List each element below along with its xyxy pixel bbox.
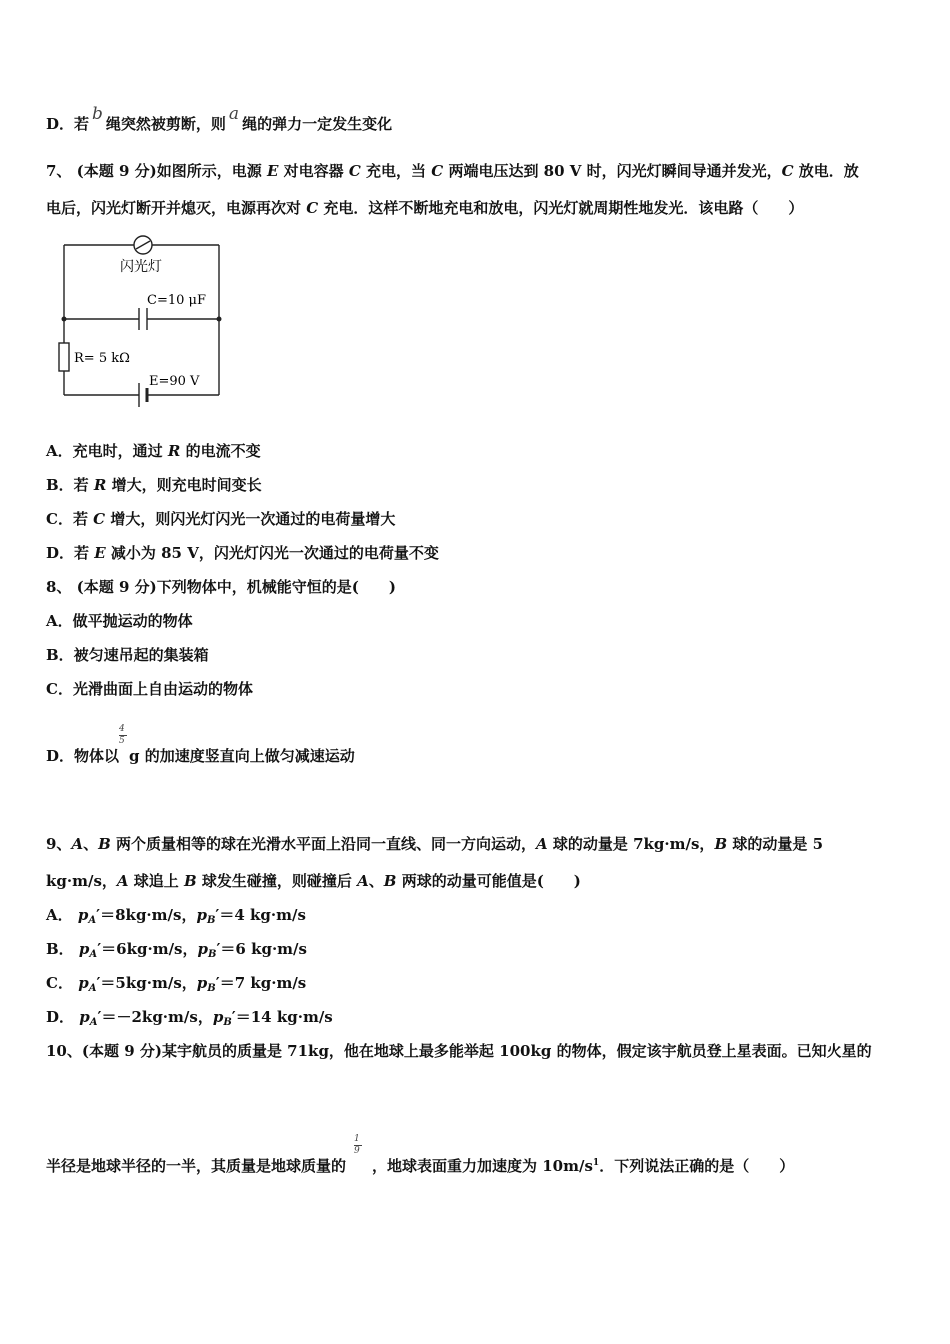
battery-label: E=90 V bbox=[149, 374, 200, 389]
var-b: b bbox=[92, 104, 103, 124]
q7-option-d: D．若 E 减小为 85 V，闪光灯闪光一次通过的电荷量不变 bbox=[46, 544, 439, 562]
lamp-label: 闪光灯 bbox=[120, 259, 162, 275]
q7-stem-line2: 电后，闪光灯断开并熄灭，电源再次对 C 充电．这样不断地充电和放电，闪光灯就周期性地发光．该电路（ ） bbox=[46, 199, 804, 217]
q7-option-a: A．充电时，通过 R 的电流不变 bbox=[46, 442, 261, 460]
q9-option-d: D． $p_A'=-2kg\cdot m/s$，$p_B'=14$ kg·m/s bbox=[46, 1008, 333, 1028]
q7-option-b: B．若 R 增大，则充电时间变长 bbox=[46, 476, 262, 494]
q8-option-d: D．物体以 $\frac{4}{5}$ g 的加速度竖直向上做匀减速运动 bbox=[46, 724, 355, 765]
q8-stem: 8、 (本题 9 分)下列物体中，机械能守恒的是( ) bbox=[46, 578, 396, 596]
q10-stem-line1: 10、(本题 9 分)某宇航员的质量是 71kg，他在地球上最多能举起 100kg 的物体，假定该宇航员登上星表面。已知火星的 bbox=[46, 1042, 872, 1060]
var-a: a bbox=[228, 104, 240, 124]
q8-option-a: A．做平抛运动的物体 bbox=[46, 612, 193, 630]
resistor-icon bbox=[59, 343, 69, 371]
q9-option-c: C． $p_A'=5kg\cdot m/s$，$p_B'=7$ kg·m/s bbox=[46, 974, 307, 994]
fraction-1-9: $\frac{1}{9}$ bbox=[354, 1157, 364, 1177]
q9-option-a: A． $p_A'=8kg\cdot m/s$，$p_B'=4$ kg·m/s bbox=[46, 906, 306, 926]
q9-stem-line1: 9、A、B 两个质量相等的球在光滑水平面上沿同一直线、同一方向运动，A 球的动量是 7kg·m/s，B 球的动量是 5 bbox=[46, 835, 824, 853]
q7-stem-line1: 7、 (本题 9 分)如图所示，电源 E 对电容器 C 充电，当 C 两端电压达到 80 V 时，闪光灯瞬间导通并发光，C 放电．放 bbox=[46, 162, 859, 180]
q6-option-d: D．若 b 绳突然被剪断，则 a 绳的弹力一定发生变化 bbox=[46, 104, 393, 133]
q10-stem-line2: 半径是地球半径的一半，其质量是地球质量的 $\frac{1}{9}$ ，地球表面重力加速度为 $10m/s^1$．下列说法正确的是（ ） bbox=[46, 1134, 795, 1175]
capacitor-label: C=10 μF bbox=[147, 293, 206, 308]
q9-option-b: B． $p_A'=6kg\cdot m/s$，$p_B'=6$ kg·m/s bbox=[46, 940, 307, 960]
q8-option-c: C．光滑曲面上自由运动的物体 bbox=[46, 680, 253, 698]
q7-option-c: C．若 C 增大，则闪光灯闪光一次通过的电荷量增大 bbox=[46, 510, 396, 528]
q9-stem-line2: kg·m/s，A 球追上 B 球发生碰撞，则碰撞后 A、B 两球的动量可能值是( ) bbox=[46, 872, 581, 890]
resistor-label: R= 5 kΩ bbox=[74, 351, 130, 366]
circuit-diagram bbox=[55, 233, 230, 413]
q8-option-b: B．被匀速吊起的集装箱 bbox=[46, 646, 209, 664]
fraction-4-5: $\frac{4}{5}$ bbox=[119, 747, 129, 767]
